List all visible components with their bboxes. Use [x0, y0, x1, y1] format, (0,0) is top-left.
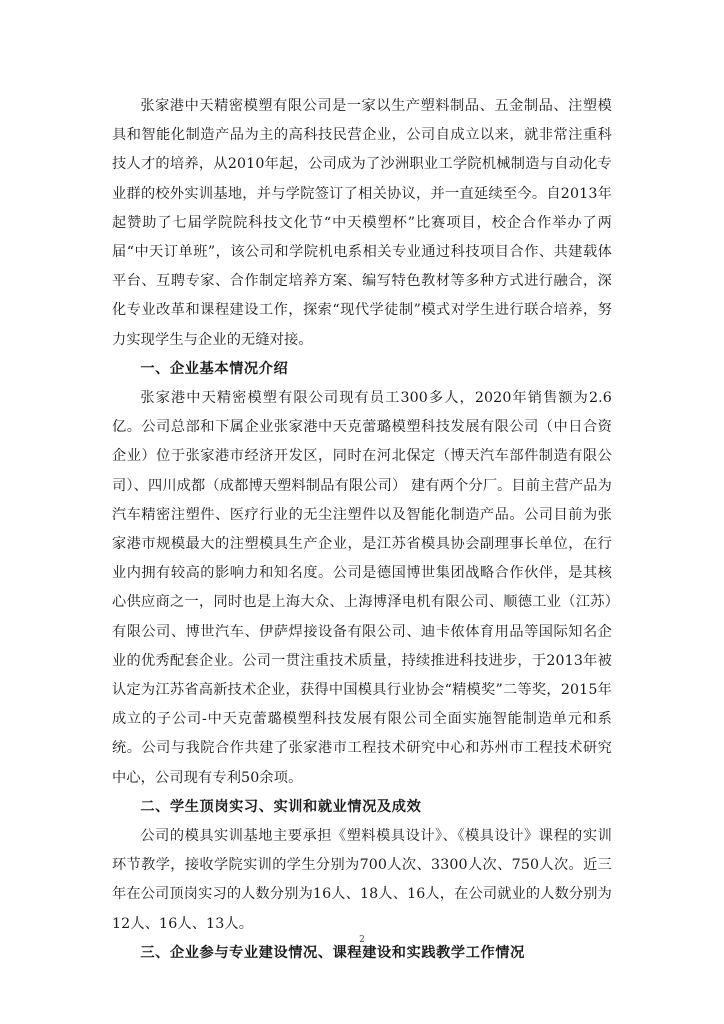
document-body [112, 92, 612, 968]
intro-paragraph: 张家港中天精密模塑有限公司是一家以生产塑料制品、五金制品、注塑模具和智能化制造产品为主的高科技民营企业，公司自成立以来，就非常注重科技人才的培养，从2010年起，公司成为了沙洲职业工学院机械制造与自动化专业群的校外实训基地，并与学院签订了相关协议，并一直延续至今。自2013年起赞助了七届学院院科技文化节“中天模塑杯”比赛项目，校企合作举办了两届“中天订单班”，该公司和学院机电系相关专业通过科技项目合作、共建载体平台、互聘专家、合作制定培养方案、编写特色教材等多种方式进行融合，深化专业改革和课程建设工作，探索“现代学徒制”模式对学生进行联合培养，努力实现学生与企业的无缝对接。 [112, 98, 612, 348]
section-2-paragraph: 公司的模具实训基地主要承担《塑料模具设计》、《模具设计》课程的实训环节教学，接收学院实训的学生分别为700人次、3300人次、750人次。近三年在公司顶岗实习的人数分别为16人、18人、16人，在公司就业的人数分别为12人、16人、13人。 [112, 828, 612, 932]
section-heading-3: 三、企业参与专业建设情况、课程建设和实践教学工作情况 [140, 944, 525, 961]
section-heading-2: 二、学生顶岗实习、实训和就业情况及成效 [140, 798, 422, 815]
page-number: 2 [359, 935, 365, 945]
section-1-paragraph: 张家港中天精密模塑有限公司现有员工300多人，2020年销售额为2.6亿。公司总部和下属企业张家港中天克蕾璐模塑科技发展有限公司（中日合资企业）位于张家港市经济开发区，同时在河北保定（博天汽车部件制造有限公司）、四川成都（成都博天塑料制品有限公司） 建有两个分厂。目前主营产品为汽车精密注塑件、医疗行业的无尘注塑件以及智能化制造产品。公司目前为张家港市规模最大的注塑模具生产企业，是江苏省模具协会副理事长单位，在行业内拥有较高的影响力和知名度。公司是德国博世集团战略合作伙伴，是其核心供应商之一，同时也是上海大众、上海博泽电机有限公司、顺德工业（江苏）有限公司、博世汽车、伊萨焊接设备有限公司、迪卡侬体育用品等国际知名企业的优秀配套企业。公司一贯注重技术质量，持续推进科技进步，于2013年被认定为江苏省高新技术企业，获得中国模具行业协会“精模奖”二等奖，2015年成立的子公司-中天克蕾璐模塑科技发展有限公司全面实施智能制造单元和系统。公司与我院合作共建了张家港市工程技术研究中心和苏州市工程技术研究中心，公司现有专利50余项。 [112, 390, 612, 786]
section-heading-1: 一、企业基本情况介绍 [140, 360, 289, 377]
